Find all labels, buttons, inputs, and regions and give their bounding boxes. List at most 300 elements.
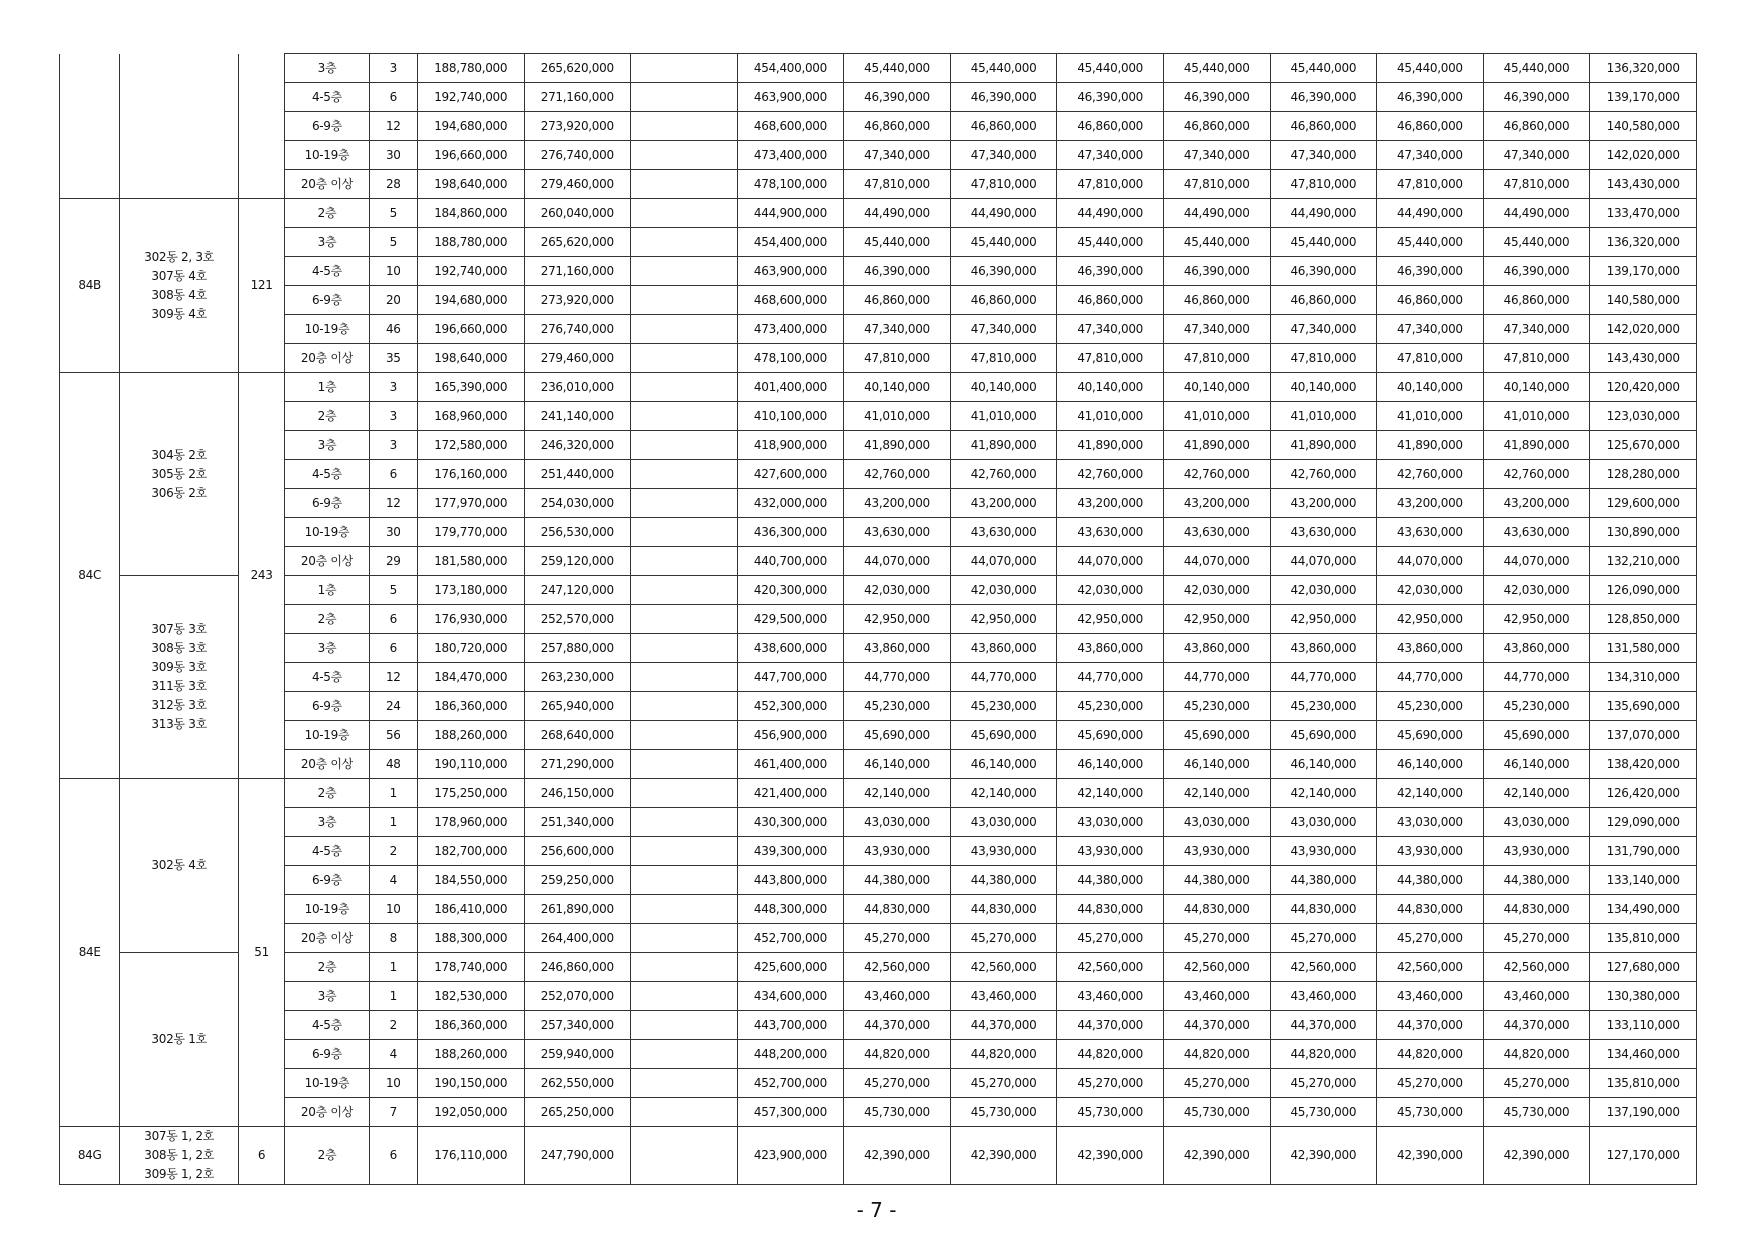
units-cell: 12 (369, 489, 417, 518)
vat-cell (631, 286, 738, 315)
balance-cell: 130,380,000 (1590, 982, 1697, 1011)
interim-6-cell: 43,460,000 (1483, 982, 1590, 1011)
total-price-cell: 434,600,000 (737, 982, 844, 1011)
interim-1-cell: 43,030,000 (950, 808, 1057, 837)
land-price-cell: 188,780,000 (417, 228, 524, 257)
land-price-cell: 192,050,000 (417, 1098, 524, 1127)
interim-2-cell: 44,490,000 (1057, 199, 1164, 228)
floor-cell: 3층 (285, 808, 369, 837)
total-price-cell: 452,700,000 (737, 1069, 844, 1098)
table-row (60, 112, 1697, 141)
interim-5-cell: 45,270,000 (1377, 1069, 1484, 1098)
land-price-cell: 182,700,000 (417, 837, 524, 866)
balance-cell: 142,020,000 (1590, 315, 1697, 344)
units-cell: 6 (369, 83, 417, 112)
contract-deposit-cell: 44,490,000 (844, 199, 951, 228)
units-cell: 46 (369, 315, 417, 344)
total-price-cell: 432,000,000 (737, 489, 844, 518)
contract-deposit-cell: 45,440,000 (844, 54, 951, 83)
balance-cell: 126,090,000 (1590, 576, 1697, 605)
interim-3-cell: 45,690,000 (1163, 721, 1270, 750)
floor-cell: 6-9층 (285, 866, 369, 895)
interim-6-cell: 45,690,000 (1483, 721, 1590, 750)
land-price-cell: 190,110,000 (417, 750, 524, 779)
floor-cell: 4-5층 (285, 837, 369, 866)
building-price-cell: 246,860,000 (524, 953, 631, 982)
interim-5-cell: 43,630,000 (1377, 518, 1484, 547)
interim-1-cell: 44,820,000 (950, 1040, 1057, 1069)
interim-4-cell: 47,340,000 (1270, 315, 1377, 344)
interim-5-cell: 47,810,000 (1377, 344, 1484, 373)
contract-deposit-cell: 44,770,000 (844, 663, 951, 692)
interim-1-cell: 46,390,000 (950, 83, 1057, 112)
housing-type-cell: 84G (60, 1127, 120, 1185)
interim-3-cell: 45,440,000 (1163, 228, 1270, 257)
total-price-cell: 463,900,000 (737, 257, 844, 286)
vat-cell (631, 257, 738, 286)
interim-2-cell: 41,890,000 (1057, 431, 1164, 460)
vat-cell (631, 54, 738, 83)
interim-4-cell: 46,860,000 (1270, 286, 1377, 315)
floor-cell: 6-9층 (285, 286, 369, 315)
contract-deposit-cell: 43,200,000 (844, 489, 951, 518)
housing-type-cell: 84B (60, 199, 120, 373)
interim-1-cell: 43,200,000 (950, 489, 1057, 518)
interim-5-cell: 42,760,000 (1377, 460, 1484, 489)
interim-1-cell: 44,070,000 (950, 547, 1057, 576)
interim-3-cell: 43,930,000 (1163, 837, 1270, 866)
contract-deposit-cell: 45,730,000 (844, 1098, 951, 1127)
interim-1-cell: 46,390,000 (950, 257, 1057, 286)
contract-deposit-cell: 46,860,000 (844, 286, 951, 315)
interim-6-cell: 41,890,000 (1483, 431, 1590, 460)
units-cell: 1 (369, 779, 417, 808)
interim-5-cell: 44,070,000 (1377, 547, 1484, 576)
units-cell: 3 (369, 54, 417, 83)
interim-6-cell: 42,030,000 (1483, 576, 1590, 605)
units-cell: 1 (369, 953, 417, 982)
vat-cell (631, 605, 738, 634)
units-cell: 24 (369, 692, 417, 721)
supply-price-table (59, 53, 1697, 1185)
units-cell: 20 (369, 286, 417, 315)
contract-deposit-cell: 45,270,000 (844, 924, 951, 953)
vat-cell (631, 750, 738, 779)
interim-3-cell: 42,760,000 (1163, 460, 1270, 489)
units-cell: 10 (369, 257, 417, 286)
interim-4-cell: 45,440,000 (1270, 228, 1377, 257)
land-price-cell: 180,720,000 (417, 634, 524, 663)
contract-deposit-cell: 42,950,000 (844, 605, 951, 634)
building-price-cell: 271,160,000 (524, 257, 631, 286)
interim-4-cell: 44,770,000 (1270, 663, 1377, 692)
balance-cell: 137,190,000 (1590, 1098, 1697, 1127)
building-price-cell: 273,920,000 (524, 112, 631, 141)
interim-3-cell: 44,070,000 (1163, 547, 1270, 576)
interim-3-cell: 43,860,000 (1163, 634, 1270, 663)
interim-4-cell: 45,230,000 (1270, 692, 1377, 721)
interim-2-cell: 42,390,000 (1057, 1127, 1164, 1185)
contract-deposit-cell: 44,380,000 (844, 866, 951, 895)
interim-4-cell: 43,200,000 (1270, 489, 1377, 518)
interim-1-cell: 46,860,000 (950, 286, 1057, 315)
interim-2-cell: 46,860,000 (1057, 112, 1164, 141)
contract-deposit-cell: 41,890,000 (844, 431, 951, 460)
building-price-cell: 252,070,000 (524, 982, 631, 1011)
total-price-cell: 457,300,000 (737, 1098, 844, 1127)
floor-cell: 3층 (285, 228, 369, 257)
total-price-cell: 427,600,000 (737, 460, 844, 489)
balance-cell: 135,690,000 (1590, 692, 1697, 721)
units-cell: 29 (369, 547, 417, 576)
balance-cell: 129,600,000 (1590, 489, 1697, 518)
interim-5-cell: 44,380,000 (1377, 866, 1484, 895)
balance-cell: 140,580,000 (1590, 286, 1697, 315)
land-price-cell: 179,770,000 (417, 518, 524, 547)
land-price-cell: 188,780,000 (417, 54, 524, 83)
interim-5-cell: 40,140,000 (1377, 373, 1484, 402)
land-price-cell: 194,680,000 (417, 286, 524, 315)
interim-3-cell: 46,860,000 (1163, 112, 1270, 141)
land-price-cell: 184,860,000 (417, 199, 524, 228)
vat-cell (631, 924, 738, 953)
table-row (60, 257, 1697, 286)
interim-6-cell: 44,370,000 (1483, 1011, 1590, 1040)
interim-1-cell: 47,810,000 (950, 170, 1057, 199)
interim-1-cell: 45,270,000 (950, 1069, 1057, 1098)
interim-2-cell: 44,820,000 (1057, 1040, 1164, 1069)
floor-cell: 20층 이상 (285, 344, 369, 373)
land-price-cell: 168,960,000 (417, 402, 524, 431)
interim-4-cell: 43,030,000 (1270, 808, 1377, 837)
interim-5-cell: 44,770,000 (1377, 663, 1484, 692)
units-cell: 1 (369, 982, 417, 1011)
table-row (60, 663, 1697, 692)
interim-1-cell: 47,340,000 (950, 141, 1057, 170)
floor-cell: 4-5층 (285, 257, 369, 286)
building-price-cell: 276,740,000 (524, 315, 631, 344)
interim-6-cell: 44,070,000 (1483, 547, 1590, 576)
interim-6-cell: 47,340,000 (1483, 141, 1590, 170)
interim-3-cell: 43,030,000 (1163, 808, 1270, 837)
interim-4-cell: 44,820,000 (1270, 1040, 1377, 1069)
table-row (60, 605, 1697, 634)
interim-4-cell: 43,930,000 (1270, 837, 1377, 866)
floor-cell: 2층 (285, 199, 369, 228)
total-price-cell: 420,300,000 (737, 576, 844, 605)
contract-deposit-cell: 46,390,000 (844, 83, 951, 112)
building-price-cell: 261,890,000 (524, 895, 631, 924)
total-price-cell: 438,600,000 (737, 634, 844, 663)
building-price-cell: 260,040,000 (524, 199, 631, 228)
interim-2-cell: 43,860,000 (1057, 634, 1164, 663)
total-price-cell: 456,900,000 (737, 721, 844, 750)
total-price-cell: 421,400,000 (737, 779, 844, 808)
interim-3-cell: 40,140,000 (1163, 373, 1270, 402)
contract-deposit-cell: 43,630,000 (844, 518, 951, 547)
vat-cell (631, 779, 738, 808)
contract-deposit-cell: 43,030,000 (844, 808, 951, 837)
interim-3-cell: 44,380,000 (1163, 866, 1270, 895)
floor-cell: 1층 (285, 373, 369, 402)
units-cell: 5 (369, 199, 417, 228)
building-unit-cell: 307동 3호 308동 3호 309동 3호 311동 3호 312동 3호 313동 3호 (120, 576, 239, 779)
vat-cell (631, 518, 738, 547)
page-number: - 7 - (856, 1198, 897, 1222)
building-unit-cell: 302동 1호 (120, 953, 239, 1127)
interim-2-cell: 42,950,000 (1057, 605, 1164, 634)
units-cell: 3 (369, 431, 417, 460)
building-price-cell: 252,570,000 (524, 605, 631, 634)
interim-1-cell: 45,690,000 (950, 721, 1057, 750)
vat-cell (631, 199, 738, 228)
vat-cell (631, 431, 738, 460)
interim-5-cell: 41,010,000 (1377, 402, 1484, 431)
interim-2-cell: 44,070,000 (1057, 547, 1164, 576)
contract-deposit-cell: 44,830,000 (844, 895, 951, 924)
building-price-cell: 256,600,000 (524, 837, 631, 866)
interim-5-cell: 43,460,000 (1377, 982, 1484, 1011)
floor-cell: 1층 (285, 576, 369, 605)
land-price-cell: 196,660,000 (417, 315, 524, 344)
interim-3-cell: 47,340,000 (1163, 315, 1270, 344)
balance-cell: 130,890,000 (1590, 518, 1697, 547)
table-row (60, 141, 1697, 170)
table-row (60, 373, 1697, 402)
total-price-cell: 468,600,000 (737, 286, 844, 315)
building-price-cell: 273,920,000 (524, 286, 631, 315)
building-price-cell: 264,400,000 (524, 924, 631, 953)
interim-4-cell: 46,860,000 (1270, 112, 1377, 141)
floor-cell: 10-19층 (285, 141, 369, 170)
land-price-cell: 178,740,000 (417, 953, 524, 982)
interim-4-cell: 42,560,000 (1270, 953, 1377, 982)
units-cell: 48 (369, 750, 417, 779)
land-price-cell: 188,260,000 (417, 721, 524, 750)
units-cell: 5 (369, 228, 417, 257)
table-row (60, 953, 1697, 982)
floor-cell: 10-19층 (285, 315, 369, 344)
contract-deposit-cell: 47,340,000 (844, 315, 951, 344)
units-cell: 2 (369, 1011, 417, 1040)
floor-cell: 10-19층 (285, 518, 369, 547)
total-price-cell: 418,900,000 (737, 431, 844, 460)
interim-2-cell: 47,810,000 (1057, 344, 1164, 373)
interim-5-cell: 44,490,000 (1377, 199, 1484, 228)
building-price-cell: 251,340,000 (524, 808, 631, 837)
vat-cell (631, 866, 738, 895)
table-row (60, 924, 1697, 953)
interim-1-cell: 45,270,000 (950, 924, 1057, 953)
interim-3-cell: 44,830,000 (1163, 895, 1270, 924)
interim-4-cell: 43,860,000 (1270, 634, 1377, 663)
units-cell: 12 (369, 112, 417, 141)
building-price-cell: 247,120,000 (524, 576, 631, 605)
units-cell: 6 (369, 1127, 417, 1185)
interim-2-cell: 42,030,000 (1057, 576, 1164, 605)
interim-4-cell: 44,070,000 (1270, 547, 1377, 576)
interim-4-cell: 41,010,000 (1270, 402, 1377, 431)
building-price-cell: 265,620,000 (524, 54, 631, 83)
interim-1-cell: 44,490,000 (950, 199, 1057, 228)
table-row (60, 1069, 1697, 1098)
building-price-cell: 236,010,000 (524, 373, 631, 402)
housing-type-cell: 84C (60, 373, 120, 779)
contract-deposit-cell: 42,560,000 (844, 953, 951, 982)
interim-4-cell: 42,030,000 (1270, 576, 1377, 605)
interim-1-cell: 46,140,000 (950, 750, 1057, 779)
balance-cell: 139,170,000 (1590, 83, 1697, 112)
interim-2-cell: 45,730,000 (1057, 1098, 1164, 1127)
land-price-cell: 184,470,000 (417, 663, 524, 692)
balance-cell: 134,490,000 (1590, 895, 1697, 924)
building-price-cell: 247,790,000 (524, 1127, 631, 1185)
interim-6-cell: 45,730,000 (1483, 1098, 1590, 1127)
interim-6-cell: 46,140,000 (1483, 750, 1590, 779)
interim-2-cell: 43,630,000 (1057, 518, 1164, 547)
interim-1-cell: 41,010,000 (950, 402, 1057, 431)
total-price-cell: 447,700,000 (737, 663, 844, 692)
interim-1-cell: 43,860,000 (950, 634, 1057, 663)
interim-3-cell: 41,890,000 (1163, 431, 1270, 460)
interim-3-cell: 45,230,000 (1163, 692, 1270, 721)
interim-3-cell: 42,140,000 (1163, 779, 1270, 808)
building-price-cell: 256,530,000 (524, 518, 631, 547)
interim-6-cell: 44,770,000 (1483, 663, 1590, 692)
interim-4-cell: 45,690,000 (1270, 721, 1377, 750)
table-row (60, 228, 1697, 257)
units-cell: 10 (369, 1069, 417, 1098)
building-price-cell: 276,740,000 (524, 141, 631, 170)
table-row (60, 170, 1697, 199)
balance-cell: 128,280,000 (1590, 460, 1697, 489)
interim-6-cell: 46,860,000 (1483, 112, 1590, 141)
building-price-cell: 251,440,000 (524, 460, 631, 489)
balance-cell: 133,110,000 (1590, 1011, 1697, 1040)
interim-1-cell: 43,930,000 (950, 837, 1057, 866)
total-price-cell: 473,400,000 (737, 141, 844, 170)
balance-cell: 136,320,000 (1590, 54, 1697, 83)
interim-2-cell: 43,030,000 (1057, 808, 1164, 837)
table-row (60, 692, 1697, 721)
balance-cell: 133,140,000 (1590, 866, 1697, 895)
contract-deposit-cell: 42,760,000 (844, 460, 951, 489)
interim-5-cell: 46,390,000 (1377, 257, 1484, 286)
table-row (60, 199, 1697, 228)
interim-6-cell: 47,810,000 (1483, 170, 1590, 199)
floor-cell: 10-19층 (285, 1069, 369, 1098)
land-price-cell: 176,160,000 (417, 460, 524, 489)
table-row (60, 315, 1697, 344)
total-price-cell: 443,800,000 (737, 866, 844, 895)
building-price-cell: 241,140,000 (524, 402, 631, 431)
total-price-cell: 473,400,000 (737, 315, 844, 344)
interim-3-cell: 46,140,000 (1163, 750, 1270, 779)
interim-4-cell: 45,440,000 (1270, 54, 1377, 83)
floor-cell: 6-9층 (285, 112, 369, 141)
interim-1-cell: 44,370,000 (950, 1011, 1057, 1040)
vat-cell (631, 663, 738, 692)
total-units-cell: 243 (238, 373, 284, 779)
interim-1-cell: 40,140,000 (950, 373, 1057, 402)
total-price-cell: 443,700,000 (737, 1011, 844, 1040)
building-price-cell: 257,340,000 (524, 1011, 631, 1040)
vat-cell (631, 721, 738, 750)
vat-cell (631, 373, 738, 402)
interim-5-cell: 42,950,000 (1377, 605, 1484, 634)
total-price-cell: 461,400,000 (737, 750, 844, 779)
total-price-cell: 444,900,000 (737, 199, 844, 228)
interim-2-cell: 44,770,000 (1057, 663, 1164, 692)
vat-cell (631, 112, 738, 141)
contract-deposit-cell: 47,340,000 (844, 141, 951, 170)
interim-4-cell: 42,390,000 (1270, 1127, 1377, 1185)
units-cell: 10 (369, 895, 417, 924)
floor-cell: 20층 이상 (285, 750, 369, 779)
interim-2-cell: 45,270,000 (1057, 924, 1164, 953)
land-price-cell: 186,410,000 (417, 895, 524, 924)
vat-cell (631, 1040, 738, 1069)
land-price-cell: 198,640,000 (417, 170, 524, 199)
interim-3-cell: 44,370,000 (1163, 1011, 1270, 1040)
interim-5-cell: 45,690,000 (1377, 721, 1484, 750)
interim-2-cell: 41,010,000 (1057, 402, 1164, 431)
interim-5-cell: 43,030,000 (1377, 808, 1484, 837)
total-price-cell: 401,400,000 (737, 373, 844, 402)
interim-2-cell: 40,140,000 (1057, 373, 1164, 402)
interim-4-cell: 47,810,000 (1270, 170, 1377, 199)
interim-1-cell: 45,230,000 (950, 692, 1057, 721)
interim-5-cell: 42,560,000 (1377, 953, 1484, 982)
interim-3-cell: 45,730,000 (1163, 1098, 1270, 1127)
interim-4-cell: 43,460,000 (1270, 982, 1377, 1011)
land-price-cell: 182,530,000 (417, 982, 524, 1011)
total-price-cell: 448,300,000 (737, 895, 844, 924)
contract-deposit-cell: 47,810,000 (844, 170, 951, 199)
balance-cell: 138,420,000 (1590, 750, 1697, 779)
table-row (60, 837, 1697, 866)
interim-6-cell: 43,200,000 (1483, 489, 1590, 518)
interim-5-cell: 42,390,000 (1377, 1127, 1484, 1185)
floor-cell: 2층 (285, 779, 369, 808)
building-price-cell: 279,460,000 (524, 344, 631, 373)
balance-cell: 143,430,000 (1590, 170, 1697, 199)
units-cell: 30 (369, 141, 417, 170)
vat-cell (631, 1011, 738, 1040)
vat-cell (631, 228, 738, 257)
contract-deposit-cell: 42,030,000 (844, 576, 951, 605)
interim-4-cell: 47,340,000 (1270, 141, 1377, 170)
vat-cell (631, 83, 738, 112)
balance-cell: 134,310,000 (1590, 663, 1697, 692)
land-price-cell: 190,150,000 (417, 1069, 524, 1098)
interim-6-cell: 42,950,000 (1483, 605, 1590, 634)
balance-cell: 125,670,000 (1590, 431, 1697, 460)
building-price-cell: 254,030,000 (524, 489, 631, 518)
building-price-cell: 262,550,000 (524, 1069, 631, 1098)
interim-5-cell: 43,930,000 (1377, 837, 1484, 866)
building-price-cell: 263,230,000 (524, 663, 631, 692)
table-row (60, 286, 1697, 315)
units-cell: 1 (369, 808, 417, 837)
building-price-cell: 268,640,000 (524, 721, 631, 750)
total-price-cell: 478,100,000 (737, 344, 844, 373)
contract-deposit-cell: 42,390,000 (844, 1127, 951, 1185)
interim-2-cell: 45,230,000 (1057, 692, 1164, 721)
vat-cell (631, 1127, 738, 1185)
vat-cell (631, 953, 738, 982)
units-cell: 7 (369, 1098, 417, 1127)
